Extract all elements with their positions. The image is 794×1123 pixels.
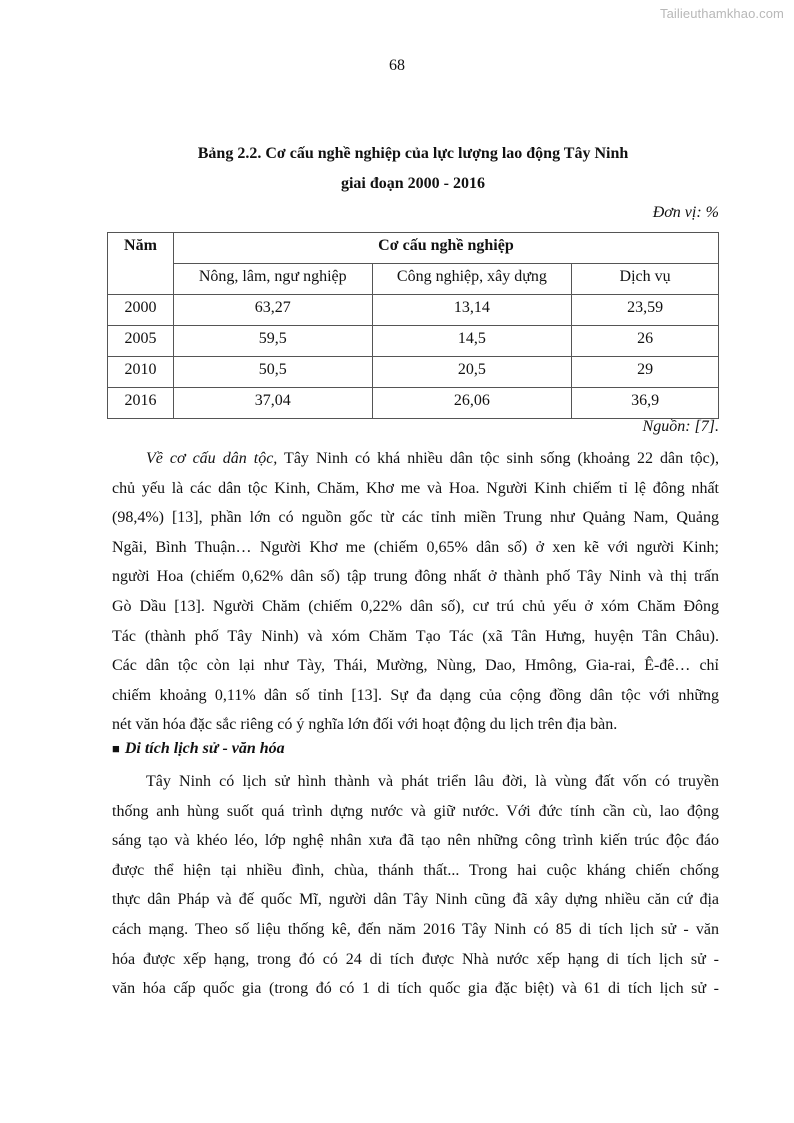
text-line: Ngãi, Bình Thuận… Người Khơ me (chiếm 0,65% dân số) ở xen kẽ với người Kinh; — [112, 538, 719, 556]
table-subheader-row — [108, 264, 719, 295]
paragraph-lead: Về cơ cấu dân tộc, — [146, 450, 278, 467]
cell-agriculture: 63,27 — [173, 295, 372, 326]
text-line: chủ yếu là các dân tộc Kinh, Chăm, Khơ me và Hoa. Người Kinh chiếm tỉ lệ đông nhất — [112, 479, 719, 497]
text-line: cách mạng. Theo số liệu thống kê, đến năm 2016 Tây Ninh có 85 di tích lịch sử - văn — [112, 920, 719, 938]
cell-services: 36,9 — [572, 388, 719, 419]
table-unit: Đơn vị: % — [652, 204, 719, 221]
cell-year: 2005 — [108, 326, 174, 357]
cell-year: 2016 — [108, 388, 174, 419]
cell-year: 2010 — [108, 357, 174, 388]
cell-industry: 14,5 — [372, 326, 572, 357]
header-group: Cơ cấu nghề nghiệp — [173, 233, 718, 264]
text-line: Gò Dầu [13]. Người Chăm (chiếm 0,22% dân số), cư trú chủ yếu ở xóm Chăm Đông — [112, 597, 719, 615]
paragraph-ethnic-structure — [112, 444, 719, 740]
section-heading-text: Di tích lịch sử - văn hóa — [124, 740, 285, 757]
cell-agriculture: 50,5 — [173, 357, 372, 388]
section-heading — [112, 740, 285, 758]
cell-services: 29 — [572, 357, 719, 388]
page-number: 68 — [389, 57, 405, 74]
text-line: hóa được xếp hạng, trong đó có 24 di tích được Nhà nước xếp hạng di tích lịch sử - — [112, 950, 719, 968]
cell-year: 2000 — [108, 295, 174, 326]
cell-services: 23,59 — [572, 295, 719, 326]
paragraph-historical-sites — [112, 767, 719, 1004]
text-line: Về cơ cấu dân tộc, Tây Ninh có khá nhiều dân tộc sinh sống (khoảng 22 dân tộc), — [146, 450, 719, 467]
table-row — [108, 295, 719, 326]
text-line: Tây Ninh có lịch sử hình thành và phát triển lâu đời, là vùng đất vốn có truyền — [146, 773, 719, 790]
cell-agriculture: 59,5 — [173, 326, 372, 357]
text-line: người Hoa (chiếm 0,62% dân số) tập trung đông nhất ở thành phố Tây Ninh và thị trấn — [112, 568, 719, 586]
cell-services: 26 — [572, 326, 719, 357]
watermark: Tailieuthamkhao.com — [659, 6, 784, 21]
text-line: sáng tạo và khéo léo, lớp nghệ nhân xưa đã tạo nên những công trình kiến trúc độc đáo — [112, 832, 719, 850]
table-row — [108, 388, 719, 419]
table-title: Bảng 2.2. Cơ cấu nghề nghiệp của lực lượng lao động Tây Ninh — [197, 145, 629, 162]
text-line: nét văn hóa đặc sắc riêng có ý nghĩa lớn đối với hoạt động du lịch trên địa bàn. — [112, 716, 618, 734]
text-line: thực dân Pháp và đế quốc Mĩ, người dân Tây Ninh cũng đã xây dựng nhiều căn cứ địa — [112, 891, 719, 909]
header-services: Dịch vụ — [572, 264, 719, 295]
text-line: được thể hiện tại nhiều đình, chùa, thánh thất... Trong hai cuộc kháng chiến chống — [112, 861, 719, 879]
table-subtitle: giai đoạn 2000 - 2016 — [340, 175, 485, 192]
occupation-structure-table — [107, 232, 719, 419]
cell-industry: 26,06 — [372, 388, 572, 419]
cell-industry: 20,5 — [372, 357, 572, 388]
square-bullet-icon: ■ — [112, 741, 120, 756]
header-year: Năm — [108, 233, 174, 295]
header-agriculture: Nông, lâm, ngư nghiệp — [173, 264, 372, 295]
text-line: (98,4%) [13], phần lớn có nguồn gốc từ các tỉnh miền Trung như Quảng Nam, Quảng — [112, 509, 719, 527]
text-line: văn hóa cấp quốc gia (trong đó có 1 di tích quốc gia đặc biệt) và 61 di tích lịch sử - — [112, 980, 719, 998]
table-row — [108, 357, 719, 388]
header-industry: Công nghiệp, xây dựng — [372, 264, 572, 295]
text-line: chiếm khoảng 0,11% dân số tỉnh [13]. Sự đa dạng của cộng đồng dân tộc với những — [112, 686, 719, 704]
table-source: Nguồn: [7]. — [642, 418, 719, 435]
text-line: Các dân tộc còn lại như Tày, Thái, Mường, Nùng, Dao, Hmông, Gia-rai, Ê-đê… chỉ — [112, 657, 719, 675]
cell-agriculture: 37,04 — [173, 388, 372, 419]
table-header-row — [108, 233, 719, 264]
cell-industry: 13,14 — [372, 295, 572, 326]
text-line: Tác (thành phố Tây Ninh) và xóm Chăm Tạo Tác (xã Tân Hưng, huyện Tân Châu). — [112, 627, 719, 645]
table-row — [108, 326, 719, 357]
text-line: thống anh hùng suốt quá trình dựng nước và giữ nước. Với đức tính cần cù, lao động — [112, 802, 719, 820]
